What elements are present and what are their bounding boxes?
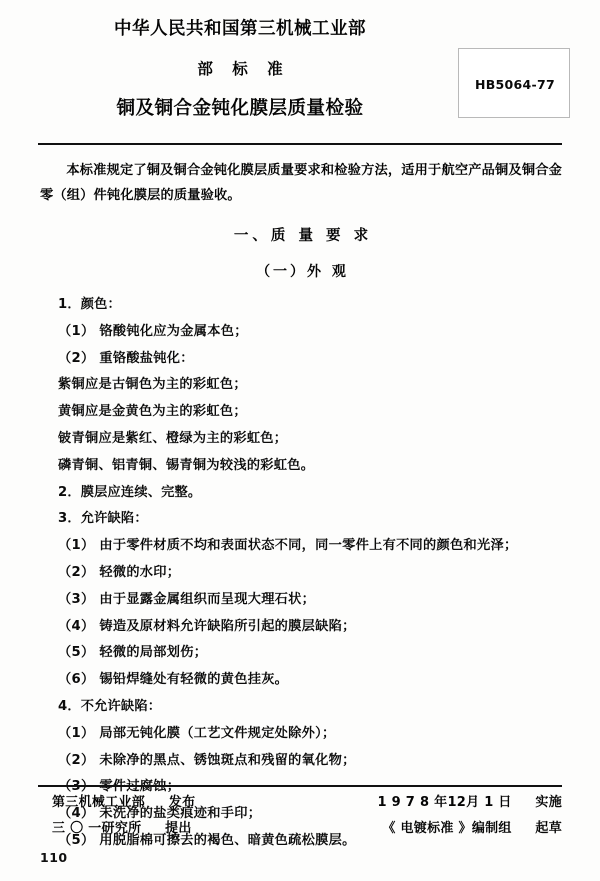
abstract-block (40, 158, 562, 208)
document-footer (0, 790, 600, 850)
body-line: （4） 未洗净的盐类痕迹和手印； (58, 806, 262, 822)
footer-divider-rule (38, 785, 562, 787)
page-number: 110 (40, 850, 68, 865)
body-line: 铍青铜应是紫红、橙绿为主的彩虹色； (58, 430, 288, 446)
body-line: 磷青铜、铝青铜、锡青铜为较浅的彩虹色。 (58, 457, 315, 473)
footer-drafter: 《 电镀标准 》编制组 (382, 821, 512, 836)
footer-drafter-line (282, 816, 562, 842)
body-line: （2） 轻微的水印； (58, 564, 181, 580)
body-line: 紫铜应是古铜色为主的彩虹色； (58, 377, 247, 393)
section-heading-quality-requirements: 一、质 量 要 求 (233, 228, 373, 244)
body-line: （2） 重铬酸盐钝化： (58, 350, 194, 366)
standard-number: HB5064-77 (474, 76, 556, 92)
body-line: 2．膜层应连续、完整。 (58, 484, 202, 500)
footer-proposer-action: 提出 (165, 821, 192, 836)
page-title: 铜及铜合金钝化膜层质量检验 (116, 98, 364, 119)
standard-number-box-inner (459, 49, 571, 119)
footer-right-column (282, 790, 562, 842)
standard-number-box (458, 48, 570, 118)
footer-proposer-line (52, 816, 312, 842)
body-line: （1） 由于零件材质不均和表面状态不同，同一零件上有不同的颜色和光泽； (58, 538, 518, 554)
document-kind-label: 部 标 准 (197, 60, 290, 78)
footer-issuer: 第三机械工业部 (52, 795, 146, 810)
body-line: （5） 用脱脂棉可擦去的褐色、暗黄色疏松膜层。 (58, 832, 356, 848)
header-divider-rule (38, 143, 562, 145)
footer-drafter-action: 起草 (535, 821, 562, 836)
body-line: 3．允许缺陷： (58, 511, 148, 527)
footer-issuer-line (52, 790, 312, 816)
body-line: （2） 未除净的黑点、锈蚀斑点和残留的氧化物； (58, 752, 356, 768)
body-content-list (58, 292, 568, 855)
body-line: （1） 局部无钝化膜（工艺文件规定处除外）； (58, 725, 336, 741)
issuing-organization: 中华人民共和国第三机械工业部 (114, 19, 366, 39)
body-line: （4） 铸造及原材料允许缺陷所引起的膜层缺陷； (58, 618, 356, 634)
abstract-text: 本标准规定了铜及铜合金钝化膜层质量要求和检验方法，适用于航空产品铜及铜合金零（组）件钝化膜层的质量验收。 (40, 163, 562, 203)
footer-effective-date-line (282, 790, 562, 816)
footer-issuer-action: 发布 (168, 795, 196, 810)
footer-proposer: 三 〇 一研究所 (52, 821, 142, 836)
footer-effective-action: 实施 (535, 795, 562, 810)
body-line: 4．不允许缺陷： (58, 698, 162, 714)
body-line: 黄铜应是金黄色为主的彩虹色； (58, 404, 247, 420)
body-line: （1） 铬酸钝化应为金属本色； (58, 323, 248, 339)
footer-effective-date: 1 9 7 8 年12月 1 日 (377, 795, 512, 810)
footer-left-column (52, 790, 312, 842)
body-line: 1．颜色： (58, 297, 121, 312)
body-line: （6） 锡铅焊缝处有轻微的黄色挂灰。 (58, 672, 289, 688)
subsection-heading-appearance: （一）外 观 (256, 264, 349, 280)
masthead (0, 0, 600, 143)
body-line: （5） 轻微的局部划伤； (58, 645, 208, 661)
body-line: （3） 由于显露金属组织而呈现大理石状； (58, 591, 316, 607)
